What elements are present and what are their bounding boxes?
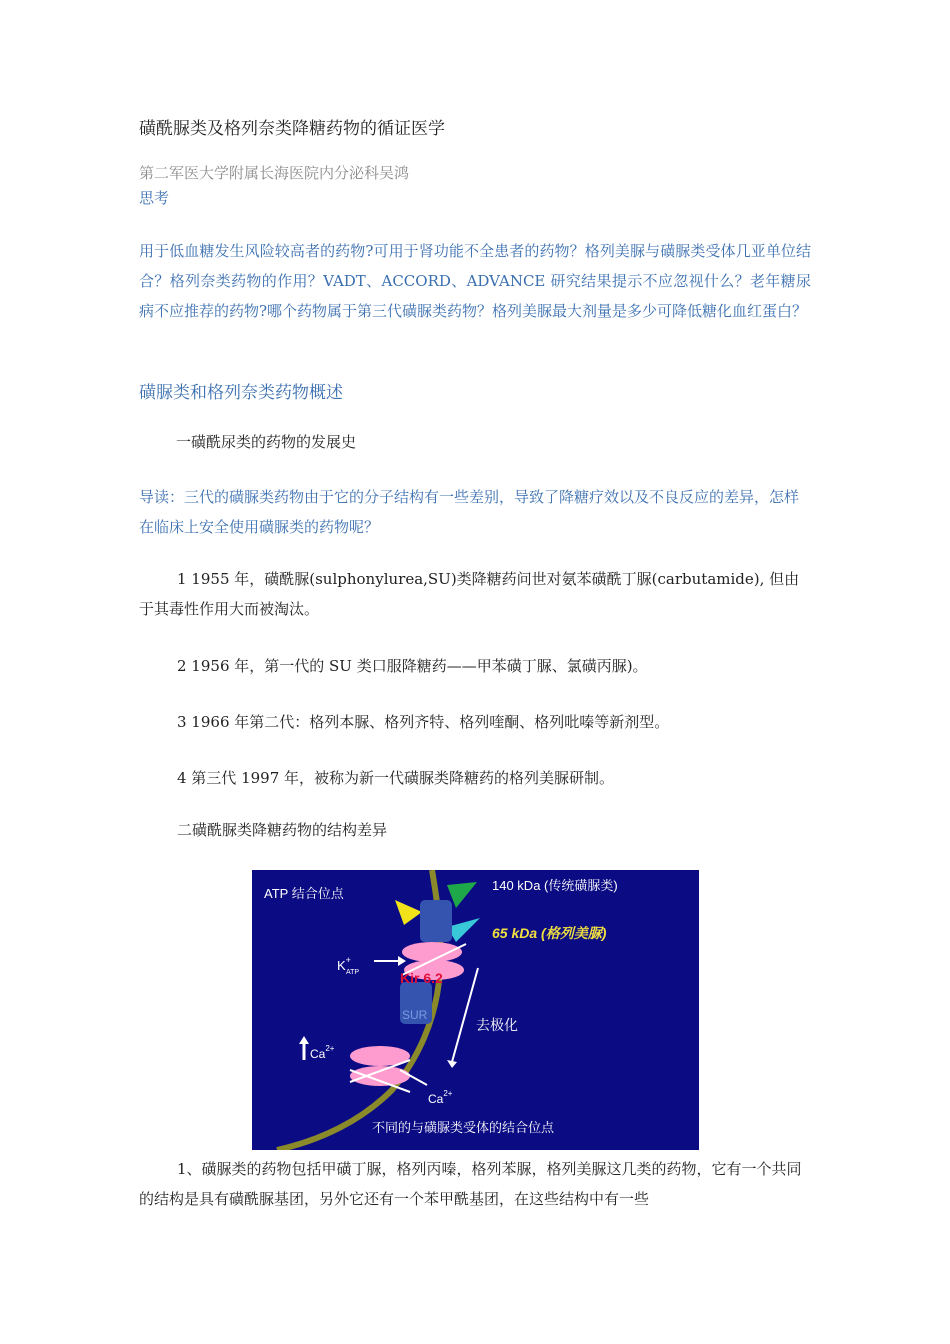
sur-receptor-upper [420,900,452,942]
history-item-2: 2 1956 年，第一代的 SU 类口服降糖药——甲苯磺丁脲、氯磺丙脲)。 [177,657,648,675]
kda-65-label: 65 kDa (格列美脲) [492,925,607,941]
diagram-caption: 不同的与磺脲类受体的结合位点 [372,1120,555,1135]
depolarization-label: 去极化 [476,1017,518,1033]
ca-in-label-main: Ca [428,1092,444,1106]
ca-up-label-main: Ca [310,1047,326,1061]
kir-label: Kir 6.2 [400,970,443,986]
history-item-4: 4 第三代 1997 年，被称为新一代磺脲类降糖药的格列美脲研制。 [177,769,615,787]
history-item-3: 3 1966 年第二代：格列本脲、格列齐特、格列喹酮、格列吡嗪等新剂型。 [177,713,670,731]
document-title: 磺酰脲类及格列奈类降糖药物的循证医学 [139,119,445,139]
kir-channel-top [402,942,462,962]
sur-label: SUR [402,1008,428,1022]
ca-channel-bottom [350,1066,410,1086]
receptor-binding-diagram [252,870,699,1150]
atp-label: ATP 结合位点 [264,886,344,901]
author-line: 第二军医大学附属长海医院内分泌科吴鸿 [139,164,410,182]
guide-paragraph: 导读：三代的磺脲类药物由于它的分子结构有一些差别，导致了降糖疗效以及不良反应的差异，怎样在临床上安全使用磺脲类的药物呢？ [139,488,800,536]
section-heading: 磺脲类和格列奈类药物概述 [139,383,343,403]
k-atp-label-main: K [337,958,346,973]
structure-paragraph: 1、磺脲类的药物包括甲磺丁脲，格列丙嗪，格列苯脲，格列美脲这几类的药物，它有一个共同的结构是具有磺酰脲基团，另外它还有一个苯甲酰基团，在这些结构中有一些 [139,1160,802,1208]
sub-heading-history: 一磺酰尿类的药物的发展史 [176,433,357,451]
history-item-1: 1 1955 年，磺酰脲(sulphonylurea,SU)类降糖药问世对氨苯磺酰丁脲(carbutamide), 但由于其毒性作用大而被淘汰。 [139,570,800,618]
k-atp-label-sub: ATP [345,969,360,976]
diagram-background [252,870,699,1150]
sub-heading-structure: 二磺酰脲类降糖药物的结构差异 [177,821,388,839]
kda-140-label: 140 kDa (传统磺脲类) [492,878,618,893]
ca-up-label-sup: 2+ [325,1044,335,1053]
questions-paragraph: 用于低血糖发生风险较高者的药物?可用于肾功能不全患者的药物？格列美脲与磺脲类受体几亚单位结合？格列奈类药物的作用？VADT、ACCORD、ADVANCE 研究结果提示不应忽视什么？老年糖尿病不应推荐的药物?哪个药物属于第三代磺脲类药物？格列美脲最大剂量是多少可降低糖化血红蛋白？ [139,242,811,320]
think-label: 思考 [139,189,170,207]
k-atp-label-sup: + [345,955,351,965]
ca-in-label-sup: 2+ [443,1089,453,1098]
diagram-svg [252,870,699,1150]
